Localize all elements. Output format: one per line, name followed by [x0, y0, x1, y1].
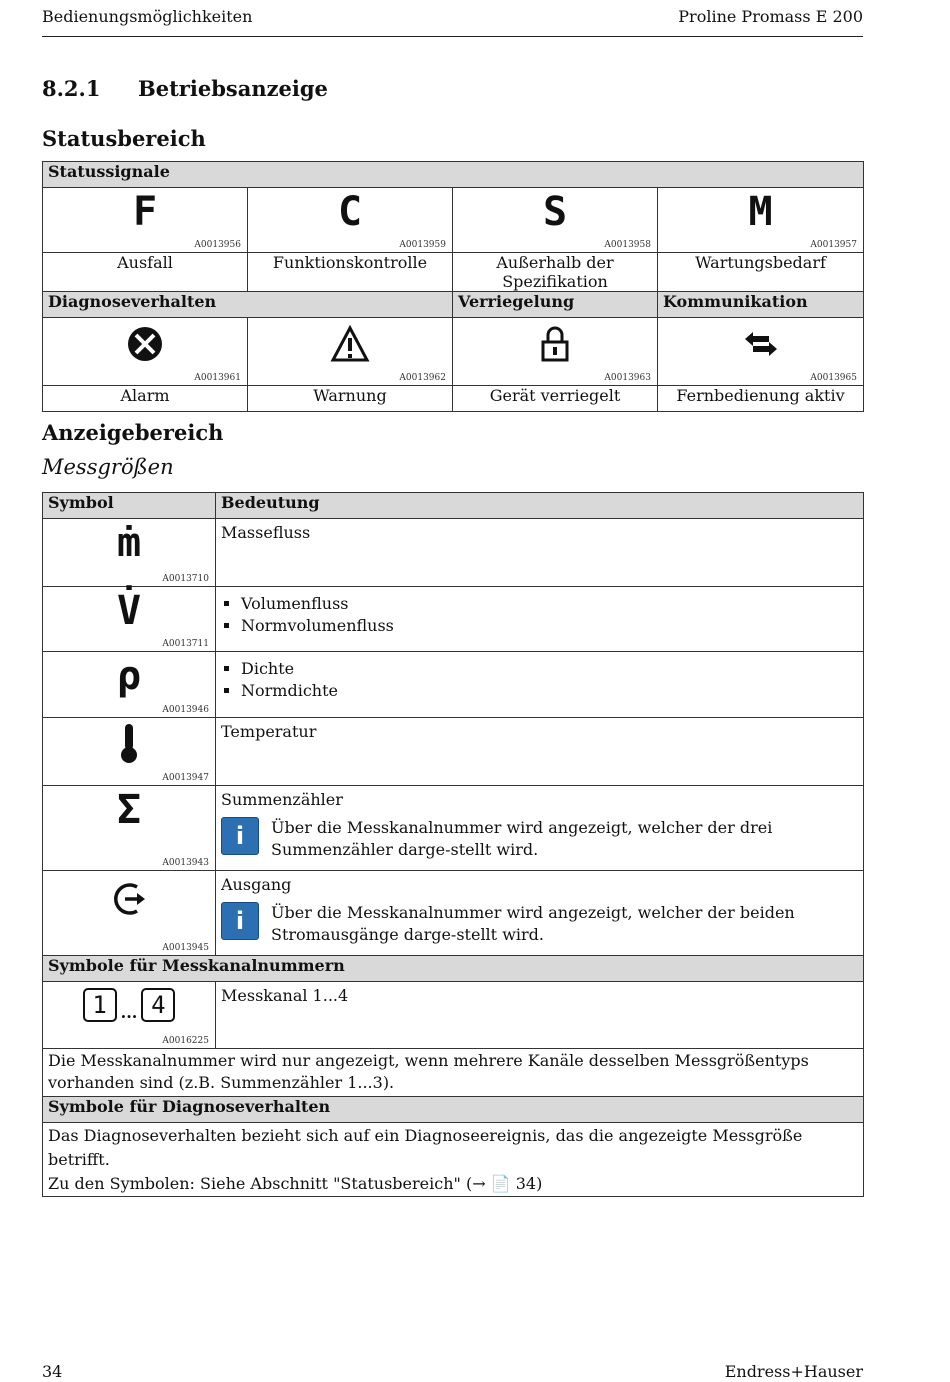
header-left: Bedienungsmöglichkeiten — [42, 7, 253, 26]
list-item: ▪ Dichte — [241, 658, 858, 680]
totalizer-icon: Σ — [116, 787, 142, 833]
output-icon — [107, 877, 151, 921]
figure-code: A0013958 — [604, 240, 651, 250]
table-row — [43, 519, 864, 587]
status-table — [42, 161, 864, 412]
signal-c-cell — [248, 188, 453, 253]
col-symbol: Symbol — [43, 493, 216, 519]
signals-header: Statussignale — [43, 162, 864, 188]
page-footer — [42, 1362, 863, 1381]
function-check-icon: C — [337, 189, 363, 235]
section-title — [42, 76, 328, 101]
section-number: 8.2.1 — [42, 76, 101, 101]
lock-cell — [453, 318, 658, 386]
signal-label: Ausfall — [43, 253, 248, 292]
channel-symbols — [48, 988, 210, 1022]
thermometer-icon — [117, 722, 141, 764]
meaning-list — [221, 658, 858, 702]
meaning-text: Summenzähler — [221, 790, 343, 809]
icon-label: Alarm — [43, 386, 248, 412]
meaning-text: Temperatur — [216, 718, 864, 786]
icon-label: Fernbedienung aktiv — [658, 386, 864, 412]
table-row — [43, 587, 864, 652]
diag-symbols-header: Symbole für Diagnoseverhalten — [43, 1097, 864, 1123]
meaning-text: Massefluss — [216, 519, 864, 587]
figure-code: A0013945 — [162, 943, 209, 953]
meaning-text: Ausgang — [221, 875, 292, 894]
signal-m-cell — [658, 188, 864, 253]
figure-code: A0013957 — [810, 240, 857, 250]
table-row — [43, 982, 864, 1049]
figure-code: A0013965 — [810, 373, 857, 383]
channel-last-icon: 4 — [141, 988, 175, 1022]
figure-code: A0013956 — [194, 240, 241, 250]
maintenance-icon: M — [748, 189, 773, 235]
info-icon: i — [221, 817, 259, 855]
figure-code: A0013959 — [399, 240, 446, 250]
diag-line-1: Das Diagnoseverhalten bezieht sich auf ein Diagnoseereignis, das die angezeigte Messgröße betrifft. — [48, 1126, 803, 1169]
table-row — [43, 786, 864, 871]
alarm-icon — [125, 324, 165, 364]
page-header — [42, 6, 863, 37]
channel-dots: ... — [120, 1003, 138, 1022]
mass-flow-icon: ṁ — [116, 520, 142, 566]
figure-code: A0013710 — [162, 574, 209, 584]
density-icon: ρ — [116, 653, 142, 699]
diag-header: Diagnoseverhalten — [43, 292, 453, 318]
meaning-text: Messkanal 1...4 — [216, 982, 864, 1049]
figure-code: A0013711 — [162, 639, 209, 649]
icon-label: Gerät verriegelt — [453, 386, 658, 412]
list-item: ▪ Normdichte — [241, 680, 858, 702]
table-row — [43, 652, 864, 718]
channel-first-icon: 1 — [83, 988, 117, 1022]
meaning-list — [221, 593, 858, 637]
diag-note — [43, 1123, 864, 1197]
failure-icon: F — [132, 189, 158, 235]
communication-icon — [741, 324, 781, 364]
display-heading: Anzeigebereich — [42, 420, 224, 445]
info-note: Über die Messkanalnummer wird angezeigt, welcher der beiden Stromausgänge darge-stellt wird. — [271, 903, 795, 944]
warning-cell — [248, 318, 453, 386]
figure-code: A0013946 — [162, 705, 209, 715]
display-table — [42, 492, 864, 1197]
col-meaning: Bedeutung — [216, 493, 864, 519]
alarm-cell — [43, 318, 248, 386]
lock-icon — [535, 324, 575, 364]
channel-header: Symbole für Messkanalnummern — [43, 956, 864, 982]
signal-s-cell — [453, 188, 658, 253]
page-number: 34 — [42, 1362, 63, 1381]
figure-code: A0013961 — [194, 373, 241, 383]
diag-line-2: Zu den Symbolen: Siehe Abschnitt "Statusbereich" (→ 📄 34) — [48, 1174, 543, 1193]
table-row — [43, 871, 864, 956]
out-of-spec-icon: S — [542, 189, 568, 235]
signal-f-cell — [43, 188, 248, 253]
channel-note: Die Messkanalnummer wird nur angezeigt, wenn mehrere Kanäle desselben Messgrößentyps vorhanden sind (z.B. Summenzähler 1...3). — [43, 1049, 864, 1097]
section-heading: Betriebsanzeige — [138, 76, 328, 101]
comm-header: Kommunikation — [658, 292, 864, 318]
icon-label: Warnung — [248, 386, 453, 412]
info-icon: i — [221, 902, 259, 940]
figure-code: A0013962 — [399, 373, 446, 383]
volume-flow-icon: V̇ — [116, 588, 142, 634]
status-heading: Statusbereich — [42, 126, 206, 151]
list-item: ▪ Normvolumenfluss — [241, 615, 858, 637]
signal-label: Außerhalb der Spezifikation — [453, 253, 658, 292]
figure-code: A0013963 — [604, 373, 651, 383]
figure-code: A0013947 — [162, 773, 209, 783]
warning-icon — [330, 324, 370, 364]
signal-label: Funktionskontrolle — [248, 253, 453, 292]
table-row — [43, 718, 864, 786]
display-subheading: Messgrößen — [42, 455, 174, 479]
info-note: Über die Messkanalnummer wird angezeigt, welcher der drei Summenzähler darge-stellt wird. — [271, 818, 773, 859]
brand: Endress+Hauser — [724, 1362, 863, 1381]
signal-label: Wartungsbedarf — [658, 253, 864, 292]
header-right: Proline Promass E 200 — [678, 7, 863, 26]
list-item: ▪ Volumenfluss — [241, 593, 858, 615]
lock-header: Verriegelung — [453, 292, 658, 318]
figure-code: A0013943 — [162, 858, 209, 868]
comm-cell — [658, 318, 864, 386]
figure-code: A0016225 — [162, 1036, 209, 1046]
